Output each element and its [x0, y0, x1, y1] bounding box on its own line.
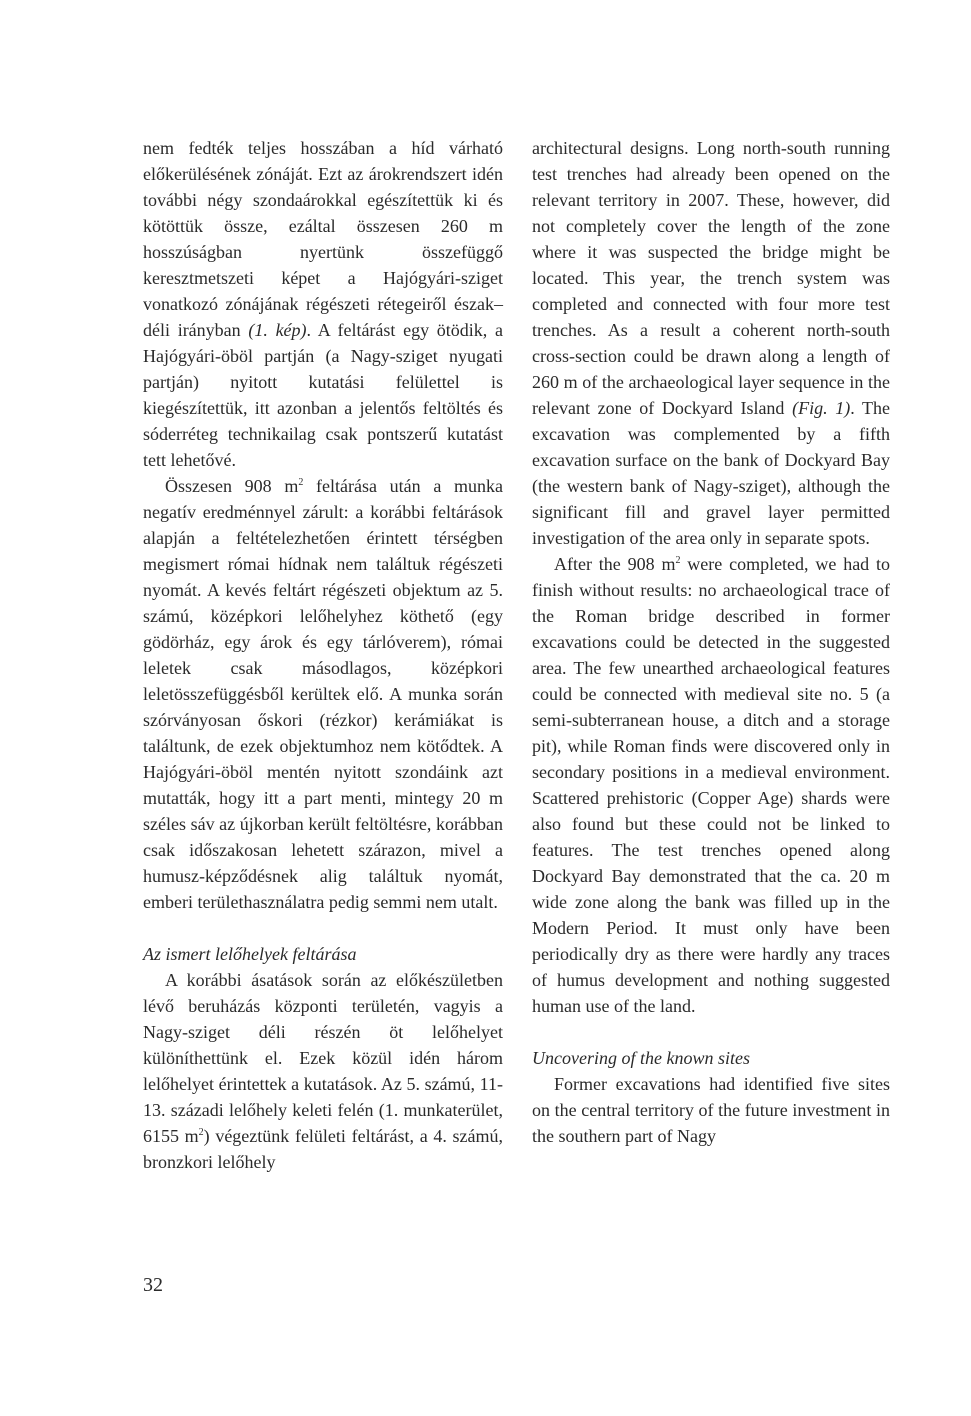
figure-reference: (1. kép) [248, 320, 307, 340]
text-run: were completed, we had to finish without results: no archaeological trace of the Roman bridge described in former excavations could be detected in the suggested area. The few unearthed archaeological features could be connected with medieval site no. 5 (a semi-subterranean house, a ditch and a storage pit), while Roman finds were discovered only in secondary positions in a medieval environment. Scattered prehistoric (Copper Age) shards were also found but these could not be linked to features. The test trenches opened along Dockyard Bay demonstrated that the ca. 20 m wide zone along the bank was filled up in the Modern Period. It must only have been periodically dry as there were hardly any traces of humus development and nothing suggested human use of the land. [532, 554, 891, 1016]
text-run: ) végeztünk felületi feltárást, a 4. számú, bronzkori lelőhely [143, 1126, 503, 1172]
superscript: 2 [298, 477, 304, 488]
page-number: 32 [143, 1274, 163, 1296]
right-section-heading: Uncovering of the known sites [532, 1048, 750, 1068]
text-run: Összesen 908 m [165, 476, 299, 496]
right-paragraph-1 [532, 135, 890, 551]
text-run: A korábbi ásatások során az előkészületben lévő beruházás központi területén, vagyis a Nagy-sziget déli részén öt lelőhelyet különíthettünk el. Ezek közül idén három lelőhelyet érintettek a kutatások. Az 5. számú, 11-13. századi lelőhely keleti felén (1. munkaterület, 6155 m [143, 970, 503, 1146]
right-column-english [532, 135, 890, 1149]
left-paragraph-2 [143, 473, 503, 915]
right-paragraph-2 [532, 551, 890, 1019]
text-run: architectural designs. Long north-south running test trenches had already been opened on the relevant territory in 2007. These, however, did not completely cover the length of the zone where it was suspected the bridge might be located. This year, the trench system was completed and connected with four more test trenches. As a result a coherent north-south cross-section could be drawn along a length of 260 m of the archaeological layer sequence in the relevant zone of Dockyard Island [532, 138, 890, 418]
left-paragraph-3 [143, 967, 503, 1175]
text-run: . A feltárást egy ötödik, a Hajógyári-öböl partján (a Nagy-sziget nyugati partján) nyitott kutatási felülettel is kiegészítettük, itt azonban a jelentős feltöltés és sóderréteg technikailag csak pontszerű kutatást tett lehetővé. [143, 320, 503, 470]
left-section-heading: Az ismert lelőhelyek feltárása [143, 944, 357, 964]
text-run: feltárása után a munka negatív eredménnyel zárult: a korábbi feltárások alapján a feltételezhetően érintett térségben megismert római hídnak nem találtuk régészeti nyomát. A kevés feltárt régészeti objektum az 5. számú, középkori lelőhelyhez köthető (egy gödörház, egy árok és egy tárlóverem), római leletek csak másodlagos, középkori leletösszefüggésből kerültek elő. A munka során szórványosan őskori (rézkor) kerámiákat is találtunk, de ezek objektumhoz nem kötődtek. A Hajógyári-öböl mentén nyitott szondáink azt mutatták, hogy itt a part menti, mintegy 20 m széles sáv az újkorban került feltöltésre, korábban csak időszakosan lehetett szárazon, mivel a humusz-képződésnek alig találtuk nyomát, emberi területhasználatra pedig semmi nem utalt. [143, 476, 504, 912]
text-run: nem fedték teljes hosszában a híd várható előkerülésének zónáját. Ezt az árokrendszert idén további négy szondaárokkal egészítettük ki és kötöttük össze, ezáltal összesen 260 m hosszúságban nyertünk összefüggő keresztmetszeti képet a Hajógyári-sziget vonatkozó zónájának régészeti rétegeiről észak–déli irányban [143, 138, 503, 340]
left-paragraph-1 [143, 135, 503, 473]
figure-reference: (Fig. 1) [792, 398, 851, 418]
right-paragraph-3: Former excavations had identified five sites on the central territory of the future investment in the southern part of Nagy [532, 1074, 890, 1146]
text-run: . The excavation was complemented by a fifth excavation surface on the bank of Dockyard Bay (the western bank of Nagy-sziget), although the significant fill and gravel layer permitted investigation of the area only in separate spots. [532, 398, 890, 548]
superscript: 2 [675, 555, 681, 566]
text-run: After the 908 m [554, 554, 676, 574]
left-column-hungarian [143, 135, 503, 1175]
superscript: 2 [198, 1127, 204, 1138]
